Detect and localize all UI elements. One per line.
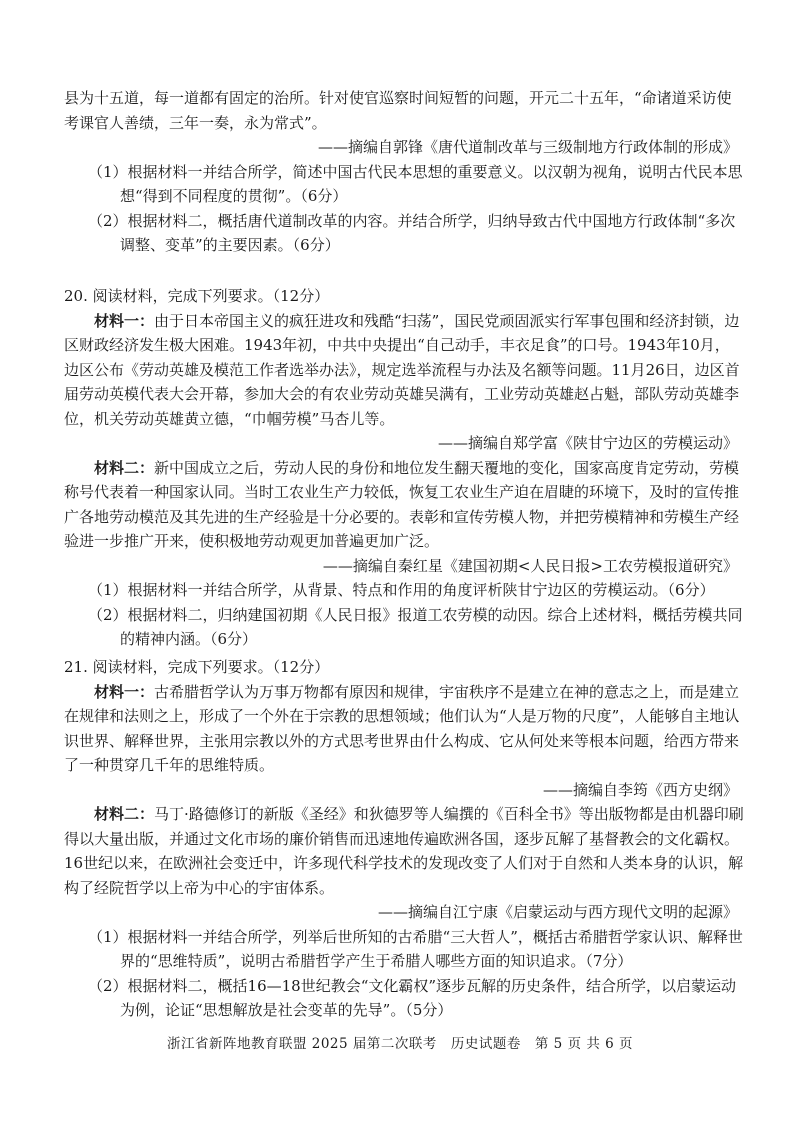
- page-footer: 浙江省新阵地教育联盟 2025 届第二次联考 历史试题卷 第 5 页 共 6 页: [166, 1036, 634, 1052]
- q21-heading: 21. 阅读材料，完成下列要求。（12分）: [64, 658, 330, 676]
- q20-material-1-text: 由于日本帝国主义的疯狂进攻和残酷“扫荡”，国民党顽固派实行军事包围和经济封锁，边区财政经济发生极大困难。1943年初，中共中央提出“自己动手，丰衣足食”的口号。1943年10月，边区公布《劳动英雄及模范工作者选举办法》，规定选举流程与办法及名额等问题。11月26日，边区首届劳动英模代表大会开幕，参加大会的有农业劳动英雄吴满有，工业劳动英雄赵占魁，部队劳动英雄李位，机关劳动英雄黄立德，“巾帼劳模”马杏儿等。: [64, 311, 740, 428]
- q19-subquestion-2: （2）根据材料二，概括唐代道制改革的内容。并结合所学，归纳导致古代中国地方行政体制“多次调整、变革”的主要因素。（6分）: [88, 211, 736, 254]
- q21-subquestion-2: （2）根据材料二，概括16—18世纪教会“文化霸权”逐步瓦解的历史条件，结合所学，以启蒙运动为例，论证“思想解放是社会变革的先导”。（5分）: [88, 976, 737, 1019]
- q19-material-source: ——摘编自郭锋《唐代道制改革与三级制地方行政体制的形成》: [317, 138, 738, 156]
- q21-material-1-source: ——摘编自李筠《西方史纲》: [542, 780, 738, 799]
- q20-subquestion-1: （1）根据材料一并结合所学，从背景、特点和作用的角度评析陕甘宁边区的劳模运动。（6分）: [88, 581, 715, 599]
- q20-material-1: [64, 309, 744, 432]
- q20-subquestion-2: （2）根据材料二，归纳建国初期《人民日报》报道工农劳模的动因。综合上述材料，概括劳模共同的精神内涵。（6分）: [88, 605, 743, 648]
- question-20: [64, 284, 744, 652]
- q21-subquestion-1: （1）根据材料一并结合所学，列举后世所知的古希腊“三大哲人”，概括古希腊哲学家认识、解释世界的“思维特质”，说明古希腊哲学产生于希腊人哪些方面的知识追求。（7分）: [88, 927, 743, 970]
- q21-material-1-label: 材料一：: [94, 682, 155, 701]
- q20-material-2-source: ——摘编自秦红星《建国初期<人民日报>工农劳模报道研究》: [322, 556, 738, 575]
- question-19-continuation: [64, 86, 744, 258]
- q21-material-2-source: ——摘编自江宁康《启蒙运动与西方现代文明的起源》: [377, 903, 738, 921]
- q20-material-1-source: ——摘编自郑学富《陕甘宁边区的劳模运动》: [437, 434, 738, 452]
- q20-material-1-label: 材料一：: [94, 311, 155, 330]
- q21-material-2: [64, 802, 744, 900]
- q21-material-2-label: 材料二：: [94, 805, 155, 823]
- q20-material-2: [64, 456, 744, 554]
- q21-material-1-text: 古希腊哲学认为万事万物都有原因和规律，宇宙秩序不是建立在神的意志之上，而是建立在规律和法则之上，形成了一个外在于宗教的思想领域；他们认为“人是万物的尺度”，人能够自主地认识世界、解释世界，主张用宗教以外的方式思考世界由什么构成、它从何处来等根本问题，给西方带来了一种贯穿几千年的思维特质。: [64, 682, 740, 774]
- q21-material-2-text: 马丁·路德修订的新版《圣经》和狄德罗等人编撰的《百科全书》等出版物都是由机器印刷得以大量出版，并通过文化市场的廉价销售而迅速地传遍欧洲各国，逐步瓦解了基督教会的文化霸权。16世纪以来，在欧洲社会变迁中，许多现代科学技术的发现改变了人们对于自然和人类本身的认识，解构了经院哲学以上帝为中心的宇宙体系。: [64, 805, 744, 897]
- q19-subquestion-1: （1）根据材料一并结合所学，简述中国古代民本思想的重要意义。以汉朝为视角，说明古代民本思想“得到不同程度的贯彻”。（6分）: [88, 162, 743, 205]
- q20-heading: 20. 阅读材料，完成下列要求。（12分）: [64, 287, 330, 305]
- q21-material-1: [64, 680, 744, 778]
- q20-material-2-label: 材料二：: [94, 458, 155, 477]
- question-21: [64, 655, 744, 1023]
- q20-material-2-text: 新中国成立之后，劳动人民的身份和地位发生翻天覆地的变化，国家高度肯定劳动，劳模称号代表着一种国家认同。当时工农业生产力较低，恢复工农业生产迫在眉睫的环境下，及时的宣传推广各地劳动模范及其先进的生产经验是十分必要的。表彰和宣传劳模人物，并把劳模精神和劳模生产经验进一步推广开来，使积极地劳动观更加普遍更加广泛。: [64, 458, 740, 550]
- q19-material-text: 县为十五道，每一道都有固定的治所。针对使官巡察时间短暂的问题，开元二十五年，“命诸道采访使考课官人善绩，三年一奏，永为常式”。: [64, 89, 732, 132]
